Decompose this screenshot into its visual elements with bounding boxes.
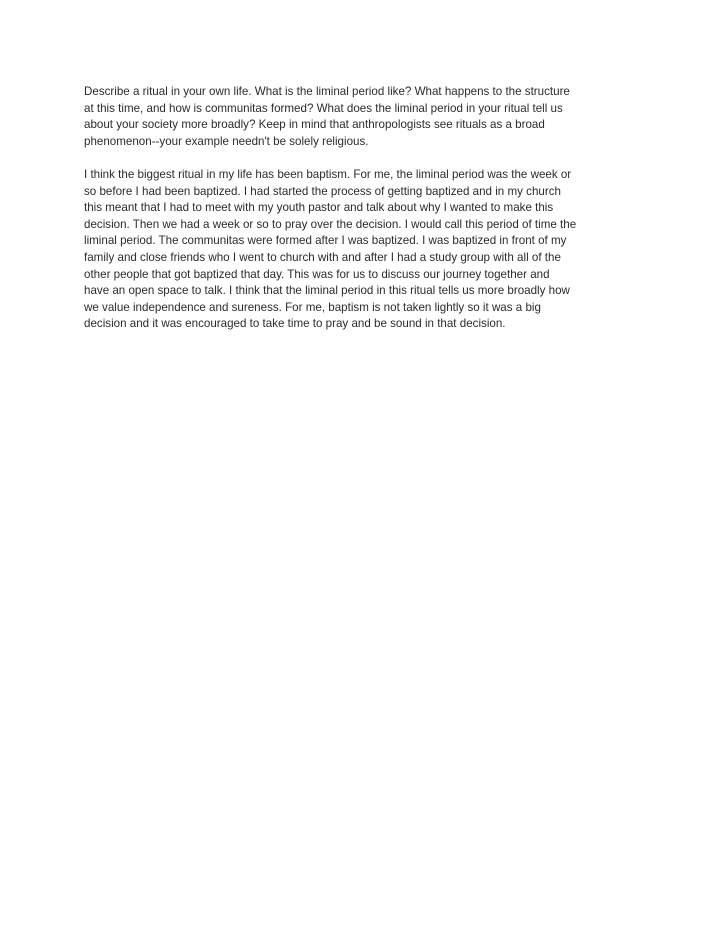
prompt-line: phenomenon--your example needn't be solely religious.	[84, 134, 369, 148]
document-body	[84, 84, 644, 333]
paragraph-gap	[84, 150, 644, 167]
prompt-line: Describe a ritual in your own life. What is the liminal period like? What happens to the structure	[84, 85, 570, 98]
prompt-paragraph	[84, 84, 644, 150]
response-line: we value independence and sureness. For me, baptism is not taken lightly so it was a big	[84, 300, 541, 314]
response-line: so before I had been baptized. I had started the process of getting baptized and in my church	[84, 184, 561, 198]
response-line: family and close friends who I went to church with and after I had a study group with all of the	[84, 250, 561, 264]
response-line: have an open space to talk. I think that the liminal period in this ritual tells us more broadly how	[84, 284, 570, 298]
response-line: decision. Then we had a week or so to pray over the decision. I would call this period of time the	[84, 217, 577, 231]
prompt-line: about your society more broadly? Keep in mind that anthropologists see rituals as a broad	[84, 118, 545, 132]
response-line: liminal period. The communitas were formed after I was baptized. I was baptized in front of my	[84, 234, 567, 248]
response-line: I think the biggest ritual in my life has been baptism. For me, the liminal period was the week or	[84, 167, 572, 181]
response-paragraph	[84, 167, 644, 333]
response-line: decision and it was encouraged to take time to pray and be sound in that decision.	[84, 317, 506, 331]
response-line: this meant that I had to meet with my youth pastor and talk about why I wanted to make this	[84, 201, 554, 215]
response-line: other people that got baptized that day. This was for us to discuss our journey together and	[84, 267, 550, 281]
prompt-line: at this time, and how is communitas formed? What does the liminal period in your ritual tell us	[84, 101, 563, 115]
